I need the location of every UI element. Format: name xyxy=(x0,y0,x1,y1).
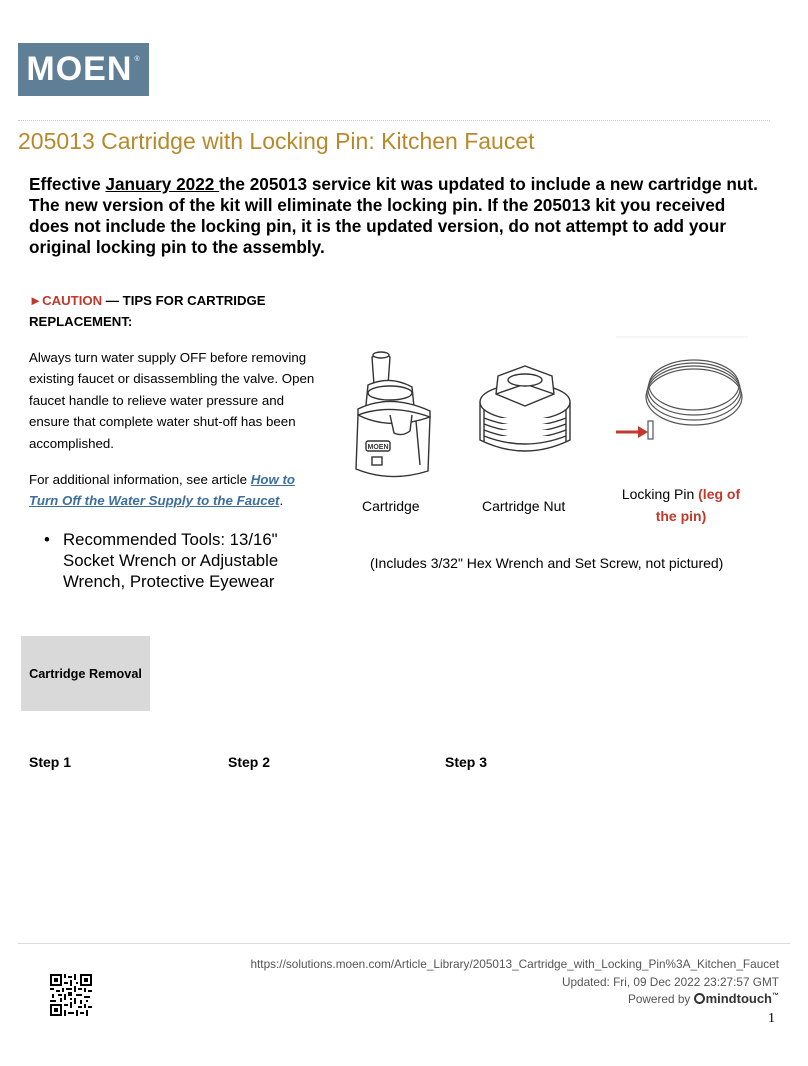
mindtouch-logo xyxy=(694,991,779,1006)
includes-note: (Includes 3/32" Hex Wrench and Set Screw, not pictured) xyxy=(370,555,724,571)
moen-logo xyxy=(18,43,149,96)
recommended-tools-item xyxy=(44,529,314,592)
svg-text:MOEN: MOEN xyxy=(367,444,389,451)
notice-rest: the 205013 service kit was updated to include a new cartridge nut. The new version of the kit will eliminate the locking pin. If the 205013 kit you received does not include the locking pin, it is the updated version, do not attempt to add your original locking pin to the assembly. xyxy=(29,174,758,257)
footer-updated: Updated: Fri, 09 Dec 2022 23:27:57 GMT xyxy=(561,975,779,989)
mindtouch-text: mindtouch xyxy=(705,991,772,1006)
water-supply-paragraph: Always turn water supply OFF before removing existing faucet or disassembling the valve. Open faucet handle to relieve water pressure and ensure that complete water shut-off has been accomplished. xyxy=(29,350,315,451)
cartridge-caption: Cartridge xyxy=(362,498,420,514)
step-2-label: Step 2 xyxy=(228,754,271,770)
cartridge-image xyxy=(350,345,440,485)
title-divider xyxy=(18,120,770,121)
footer-divider xyxy=(18,943,790,944)
additional-info-paragraph xyxy=(29,469,319,512)
update-notice xyxy=(29,174,769,258)
qr-code-image xyxy=(50,974,92,1016)
step-3-label: Step 3 xyxy=(445,754,488,770)
cartridge-nut-image xyxy=(470,362,580,467)
locking-pin-label: Locking Pin xyxy=(621,486,699,502)
bullet-icon: • xyxy=(44,530,50,549)
notice-date: January 2022 xyxy=(105,174,220,194)
caution-label: CAUTION xyxy=(42,293,103,308)
page-number: 1 xyxy=(768,1011,775,1026)
info-lead: For additional information, see article xyxy=(29,472,251,487)
tools-text: Recommended Tools: 13/16" Socket Wrench or Adjustable Wrench, Protective Eyewear xyxy=(63,530,279,591)
locking-pin-note: (leg of the pin) xyxy=(655,486,741,524)
footer-url[interactable]: https://solutions.moen.com/Article_Library/205013_Cartridge_with_Locking_Pin%3A_Kitchen_Faucet xyxy=(250,957,779,971)
info-tail: . xyxy=(279,493,284,509)
caution-arrow-icon: ► xyxy=(29,293,43,308)
powered-by xyxy=(628,991,779,1006)
mindtouch-tm: ™ xyxy=(772,992,779,1000)
cartridge-removal-header: Cartridge Removal xyxy=(21,636,150,711)
mindtouch-icon xyxy=(694,993,705,1004)
red-arrow-icon xyxy=(638,426,648,438)
cartridge-nut-caption: Cartridge Nut xyxy=(482,498,566,514)
logo-text: MOEN xyxy=(26,50,133,88)
registered-mark: ® xyxy=(134,56,141,63)
caution-heading xyxy=(29,290,309,332)
caution-rest: — TIPS FOR CARTRIDGE REPLACEMENT: xyxy=(29,293,266,329)
step-1-label: Step 1 xyxy=(29,754,72,770)
powered-by-label: Powered by xyxy=(627,992,694,1006)
page-title: 205013 Cartridge with Locking Pin: Kitchen Faucet xyxy=(18,128,535,154)
locking-pin-image xyxy=(612,335,752,445)
water-supply-link[interactable]: How to Turn Off the Water Supply to the Faucet xyxy=(29,472,296,509)
notice-lead: Effective xyxy=(29,174,106,194)
locking-pin-caption xyxy=(614,484,748,527)
